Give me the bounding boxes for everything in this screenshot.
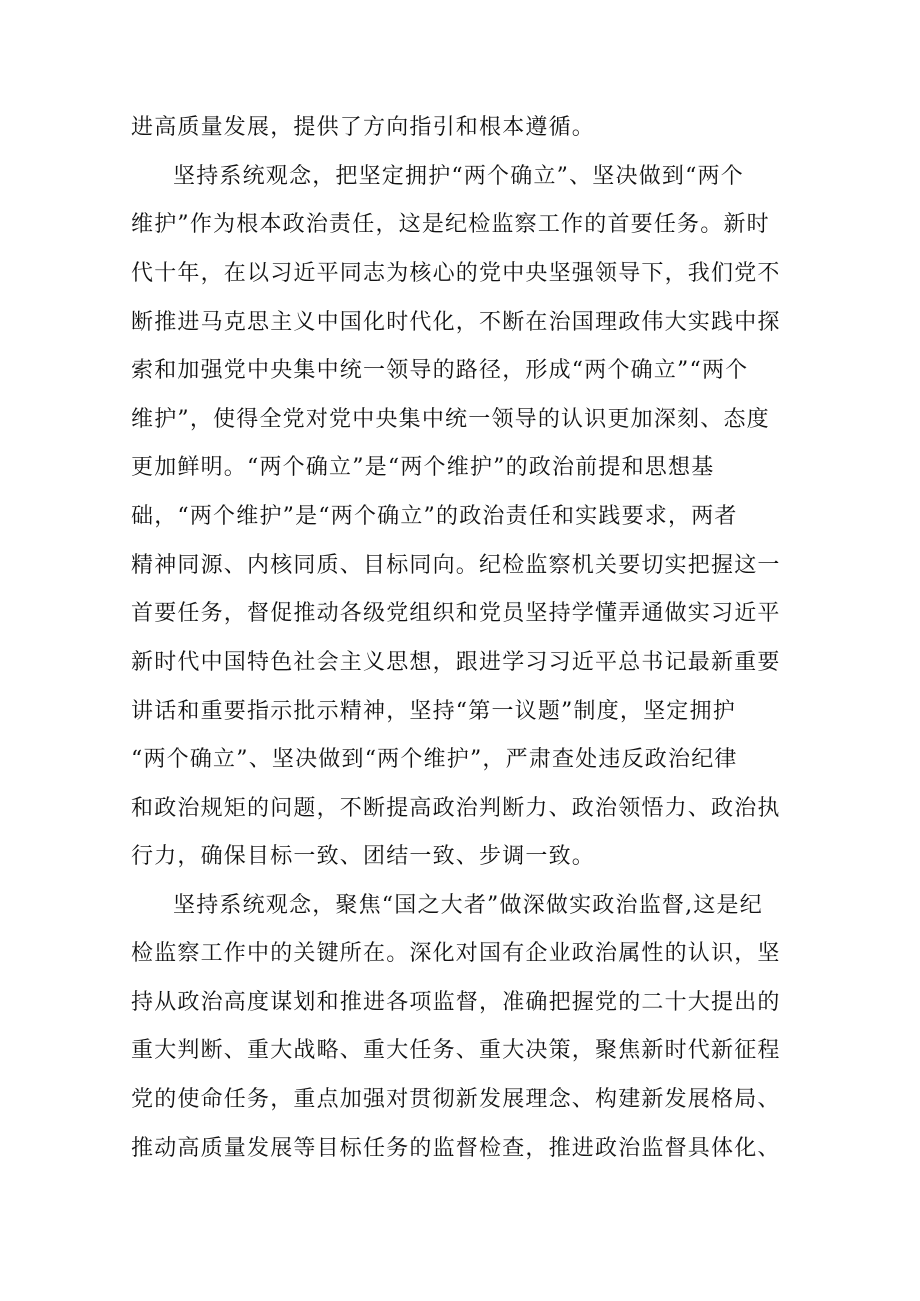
text-line: 首要任务，督促推动各级党组织和党员坚持学懂弄通做实习近平 — [131, 601, 781, 626]
text-line: 索和加强党中央集中统一领导的路径，形成“两个确立”“两个 — [131, 358, 749, 383]
text-line: 重大判断、重大战略、重大任务、重大决策，聚焦新时代新征程 — [131, 1038, 781, 1063]
text-line: 党的使命任务，重点加强对贯彻新发展理念、构建新发展格局、 — [131, 1087, 781, 1112]
text-line: 代十年，在以习近平同志为核心的党中央坚强领导下，我们党不 — [131, 261, 781, 286]
text-line: 讲话和重要指示批示精神，坚持“第一议题”制度，坚定拥护 — [131, 699, 736, 724]
text-line: 维护”，使得全党对党中央集中统一领导的认识更加深刻、态度 — [131, 407, 770, 432]
text-line: 持从政治高度谋划和推进各项监督，准确把握党的二十大提出的 — [131, 990, 781, 1015]
text-line: 行力，确保目标一致、团结一致、步调一致。 — [131, 844, 596, 869]
paragraph-start-line: 坚持系统观念，把坚定拥护“两个确立”、坚决做到“两个 — [173, 164, 744, 189]
text-line: 断推进马克思主义中国化时代化，不断在治国理政伟大实践中探 — [131, 310, 781, 335]
text-line: 础，“两个维护”是“两个确立”的政治责任和实践要求，两者 — [131, 504, 738, 529]
text-line: 精神同源、内核同质、目标同向。纪检监察机关要切实把握这一 — [131, 553, 781, 578]
text-line: 检监察工作中的关键所在。深化对国有企业政治属性的认识，坚 — [131, 941, 781, 966]
text-line: 推动高质量发展等目标任务的监督检查，推进政治监督具体化、 — [131, 1136, 781, 1161]
paragraph-start-line: 坚持系统观念，聚焦“国之大者”做深做实政治监督,这是纪 — [173, 893, 763, 918]
text-line: 更加鲜明。“两个确立”是“两个维护”的政治前提和思想基 — [131, 455, 715, 480]
text-line: 进高质量发展，提供了方向指引和根本遵循。 — [131, 115, 596, 140]
text-line: 维护”作为根本政治责任，这是纪检监察工作的首要任务。新时 — [131, 212, 770, 237]
text-line: 和政治规矩的问题，不断提高政治判断力、政治领悟力、政治执 — [131, 796, 781, 821]
text-line: “两个确立”、坚决做到“两个维护”，严肃查处违反政治纪律 — [131, 747, 738, 772]
text-line: 新时代中国特色社会主义思想，跟进学习习近平总书记最新重要 — [131, 650, 781, 675]
